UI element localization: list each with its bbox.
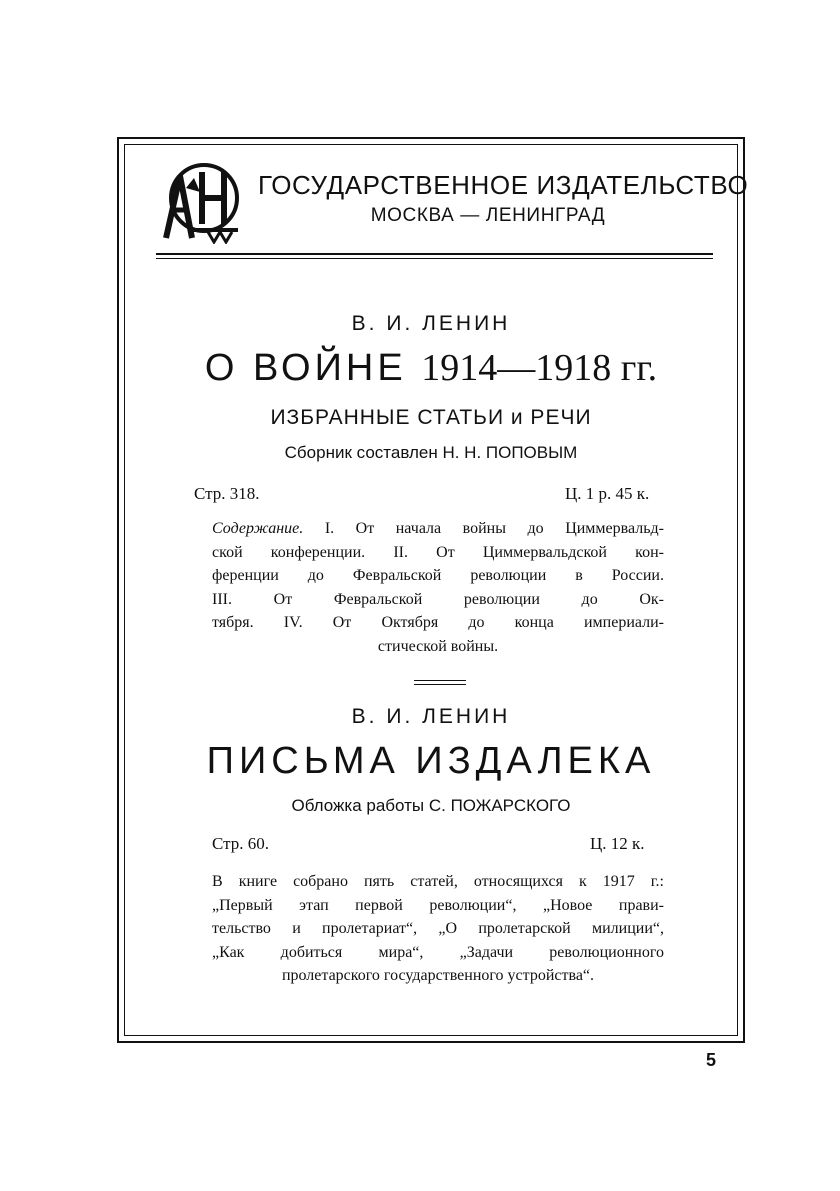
book2-pages: Стр. 60. [212,834,270,853]
book1-title-main: О ВОЙНЕ [204,347,407,389]
publisher-city: МОСКВА — ЛЕНИНГРАД [370,205,606,226]
publisher-name: ГОСУДАРСТВЕННОЕ ИЗДАТЕЛЬСТВО [258,170,749,200]
book1-title [124,346,738,390]
book2-description-line: тельство и пролетариат“, „О пролетарской милиции“, [212,920,664,937]
book2-description-line: „Как добиться мира“, „Задачи революционного [212,943,664,961]
book2-cover-credit: Обложка работы С. ПОЖАРСКОГО [291,796,571,815]
book2-author: В. И. ЛЕНИН [351,705,511,728]
book1-price: Ц. 1 р. 45 к. [565,484,650,503]
book1-contents-label: Содержание. [212,520,304,537]
section-divider [414,680,466,688]
book2-price: Ц. 12 к. [590,834,645,853]
header-rule-bottom [156,258,713,259]
book2-description-line: В книге собрано пять статей, относящихся к 1917 г.: [212,873,664,890]
book1-compiler: Сборник составлен Н. Н. ПОПОВЫМ [284,443,578,462]
book1-contents-line: Содержание. I. От начала войны до Циммервальд- [212,520,664,537]
header-rule-top [156,253,713,255]
page-number: 5 [706,1050,717,1070]
book1-contents-line: ской конференции. II. От Циммервальдской кон- [212,543,664,561]
book1-title-years: 1914—1918 гг. [421,347,658,389]
book2-title: ПИСЬМА ИЗДАЛЕКА [206,740,656,782]
book2-description-line: пролетарского государственного устройства“. [281,967,595,984]
book1-contents-line: тября. IV. От Октября до конца империали- [212,614,664,631]
book1-contents [212,517,664,658]
book1-contents-line: стической войны. [377,637,499,655]
book1-subtitle: ИЗБРАННЫЕ СТАТЬИ и РЕЧИ [270,406,592,429]
book1-author: В. И. ЛЕНИН [351,312,511,335]
book2-description [212,870,664,988]
book1-contents-line: III. От Февральской революции до Ок- [212,590,664,608]
book2-description-line: „Первый этап первой революции“, „Новое прави- [212,896,664,914]
publisher-logo-icon [158,158,244,244]
book1-pages: Стр. 318. [194,484,260,503]
book1-contents-line: ференции до Февральской революции в России. [212,567,664,584]
